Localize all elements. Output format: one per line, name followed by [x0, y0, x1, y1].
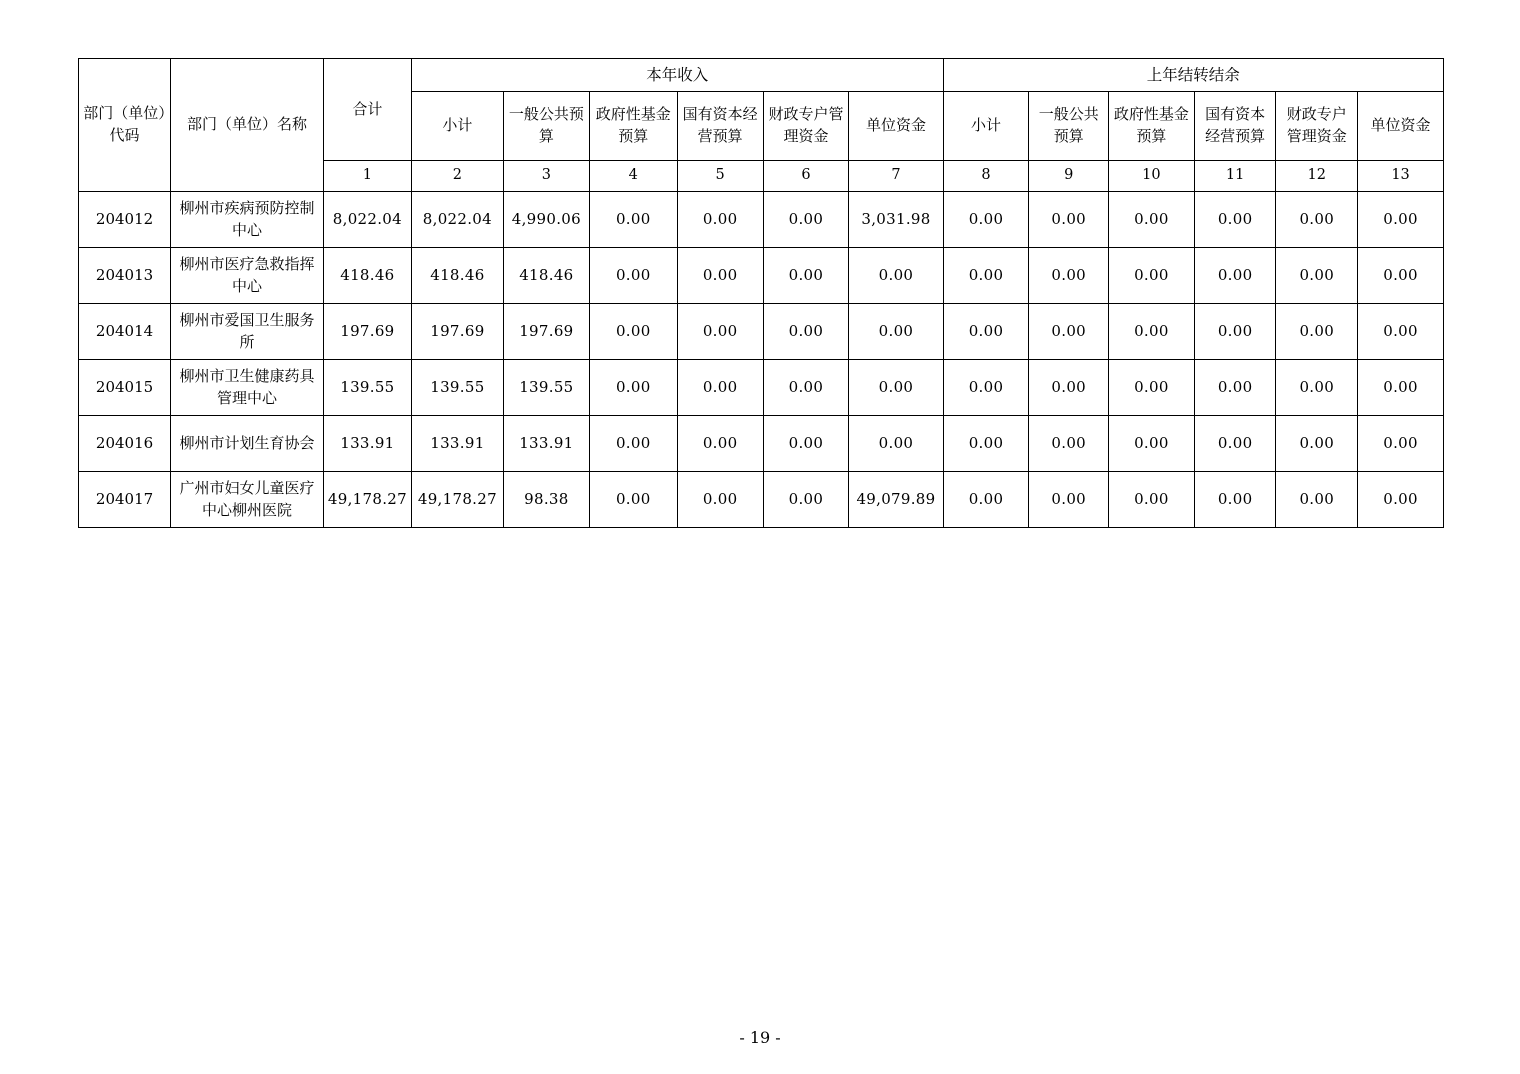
column-number: 11	[1194, 161, 1276, 192]
group-header-row	[79, 59, 1444, 92]
row-value: 0.00	[1029, 416, 1109, 472]
table-row	[79, 360, 1444, 416]
row-value: 0.00	[1276, 304, 1358, 360]
row-value: 3,031.98	[849, 192, 943, 248]
row-dept-name: 柳州市医疗急救指挥中心	[171, 248, 324, 304]
row-dept-name: 柳州市卫生健康药具管理中心	[171, 360, 324, 416]
row-value: 0.00	[849, 416, 943, 472]
row-value: 0.00	[677, 304, 763, 360]
column-number: 13	[1358, 161, 1444, 192]
row-value: 0.00	[1108, 192, 1194, 248]
row-value: 0.00	[1194, 248, 1276, 304]
column-number: 2	[411, 161, 503, 192]
row-value: 0.00	[1194, 416, 1276, 472]
row-value: 197.69	[503, 304, 589, 360]
column-number: 4	[589, 161, 677, 192]
page-number: - 19 -	[739, 1028, 781, 1047]
row-value: 49,079.89	[849, 472, 943, 528]
column-number: 10	[1108, 161, 1194, 192]
header-dept-code: 部门（单位）代码	[79, 59, 171, 192]
row-value: 0.00	[943, 472, 1029, 528]
table-row	[79, 304, 1444, 360]
row-value: 0.00	[943, 416, 1029, 472]
row-value: 418.46	[411, 248, 503, 304]
row-value: 0.00	[849, 248, 943, 304]
row-value: 0.00	[1029, 248, 1109, 304]
budget-table-container	[78, 58, 1444, 528]
row-value: 0.00	[763, 248, 849, 304]
table-row	[79, 416, 1444, 472]
header-income-gov-fund: 政府性基金预算	[589, 92, 677, 161]
column-number: 9	[1029, 161, 1109, 192]
row-dept-code: 204012	[79, 192, 171, 248]
header-dept-name: 部门（单位）名称	[171, 59, 324, 192]
row-dept-name: 柳州市爱国卫生服务所	[171, 304, 324, 360]
row-value: 0.00	[763, 360, 849, 416]
header-income-fiscal-account: 财政专户管理资金	[763, 92, 849, 161]
row-value: 8,022.04	[323, 192, 411, 248]
row-dept-code: 204014	[79, 304, 171, 360]
column-number: 6	[763, 161, 849, 192]
row-value: 0.00	[1276, 192, 1358, 248]
header-carry-unit-fund: 单位资金	[1358, 92, 1444, 161]
table-row	[79, 472, 1444, 528]
row-value: 4,990.06	[503, 192, 589, 248]
column-number: 12	[1276, 161, 1358, 192]
header-total: 合计	[323, 59, 411, 161]
row-value: 0.00	[1358, 192, 1444, 248]
header-group-current-year-income: 本年收入	[411, 59, 943, 92]
header-income-subtotal: 小计	[411, 92, 503, 161]
row-dept-code: 204015	[79, 360, 171, 416]
row-value: 49,178.27	[323, 472, 411, 528]
row-value: 0.00	[1276, 416, 1358, 472]
row-value: 0.00	[589, 416, 677, 472]
row-value: 0.00	[589, 472, 677, 528]
column-number: 8	[943, 161, 1029, 192]
row-value: 139.55	[503, 360, 589, 416]
header-carry-subtotal: 小计	[943, 92, 1029, 161]
row-value: 0.00	[943, 248, 1029, 304]
budget-table	[78, 58, 1444, 528]
row-value: 0.00	[1108, 304, 1194, 360]
row-value: 0.00	[1108, 360, 1194, 416]
row-value: 0.00	[1108, 416, 1194, 472]
row-dept-code: 204017	[79, 472, 171, 528]
row-value: 0.00	[1029, 360, 1109, 416]
row-dept-code: 204013	[79, 248, 171, 304]
header-income-general-public: 一般公共预算	[503, 92, 589, 161]
row-value: 0.00	[1358, 248, 1444, 304]
row-value: 0.00	[589, 248, 677, 304]
row-value: 0.00	[589, 192, 677, 248]
row-value: 139.55	[411, 360, 503, 416]
row-value: 0.00	[943, 192, 1029, 248]
table-row	[79, 248, 1444, 304]
column-number: 5	[677, 161, 763, 192]
table-body	[79, 192, 1444, 528]
row-value: 0.00	[677, 360, 763, 416]
row-value: 133.91	[503, 416, 589, 472]
row-value: 0.00	[1276, 248, 1358, 304]
row-dept-name: 柳州市计划生育协会	[171, 416, 324, 472]
row-value: 49,178.27	[411, 472, 503, 528]
header-carry-general-public: 一般公共预算	[1029, 92, 1109, 161]
column-number: 1	[323, 161, 411, 192]
row-value: 0.00	[1358, 360, 1444, 416]
row-value: 0.00	[677, 472, 763, 528]
row-value: 197.69	[323, 304, 411, 360]
table-row	[79, 192, 1444, 248]
header-income-unit-fund: 单位资金	[849, 92, 943, 161]
row-value: 0.00	[1108, 248, 1194, 304]
header-carry-soe-capital: 国有资本经营预算	[1194, 92, 1276, 161]
row-value: 133.91	[323, 416, 411, 472]
row-value: 418.46	[503, 248, 589, 304]
row-value: 0.00	[943, 360, 1029, 416]
row-value: 8,022.04	[411, 192, 503, 248]
row-value: 0.00	[589, 360, 677, 416]
row-value: 0.00	[1276, 472, 1358, 528]
header-carry-fiscal-account: 财政专户管理资金	[1276, 92, 1358, 161]
row-value: 0.00	[1194, 192, 1276, 248]
row-value: 0.00	[943, 304, 1029, 360]
row-value: 133.91	[411, 416, 503, 472]
header-income-soe-capital: 国有资本经营预算	[677, 92, 763, 161]
header-carry-gov-fund: 政府性基金预算	[1108, 92, 1194, 161]
row-value: 0.00	[763, 304, 849, 360]
row-value: 0.00	[1108, 472, 1194, 528]
row-value: 0.00	[1358, 416, 1444, 472]
row-value: 0.00	[677, 416, 763, 472]
header-group-prior-carryover: 上年结转结余	[943, 59, 1443, 92]
row-value: 0.00	[1194, 360, 1276, 416]
row-value: 0.00	[1276, 360, 1358, 416]
row-value: 0.00	[1358, 304, 1444, 360]
column-number: 3	[503, 161, 589, 192]
row-value: 197.69	[411, 304, 503, 360]
row-value: 0.00	[677, 248, 763, 304]
row-value: 0.00	[677, 192, 763, 248]
row-value: 0.00	[589, 304, 677, 360]
row-value: 418.46	[323, 248, 411, 304]
row-dept-name: 柳州市疾病预防控制中心	[171, 192, 324, 248]
row-value: 0.00	[849, 304, 943, 360]
row-value: 0.00	[763, 416, 849, 472]
row-value: 0.00	[1029, 192, 1109, 248]
row-value: 0.00	[1358, 472, 1444, 528]
row-value: 139.55	[323, 360, 411, 416]
row-dept-code: 204016	[79, 416, 171, 472]
row-dept-name: 广州市妇女儿童医疗中心柳州医院	[171, 472, 324, 528]
row-value: 0.00	[763, 192, 849, 248]
row-value: 0.00	[849, 360, 943, 416]
row-value: 0.00	[1029, 472, 1109, 528]
row-value: 0.00	[1194, 304, 1276, 360]
row-value: 0.00	[1029, 304, 1109, 360]
row-value: 0.00	[1194, 472, 1276, 528]
row-value: 98.38	[503, 472, 589, 528]
column-number: 7	[849, 161, 943, 192]
table-header	[79, 59, 1444, 192]
row-value: 0.00	[763, 472, 849, 528]
